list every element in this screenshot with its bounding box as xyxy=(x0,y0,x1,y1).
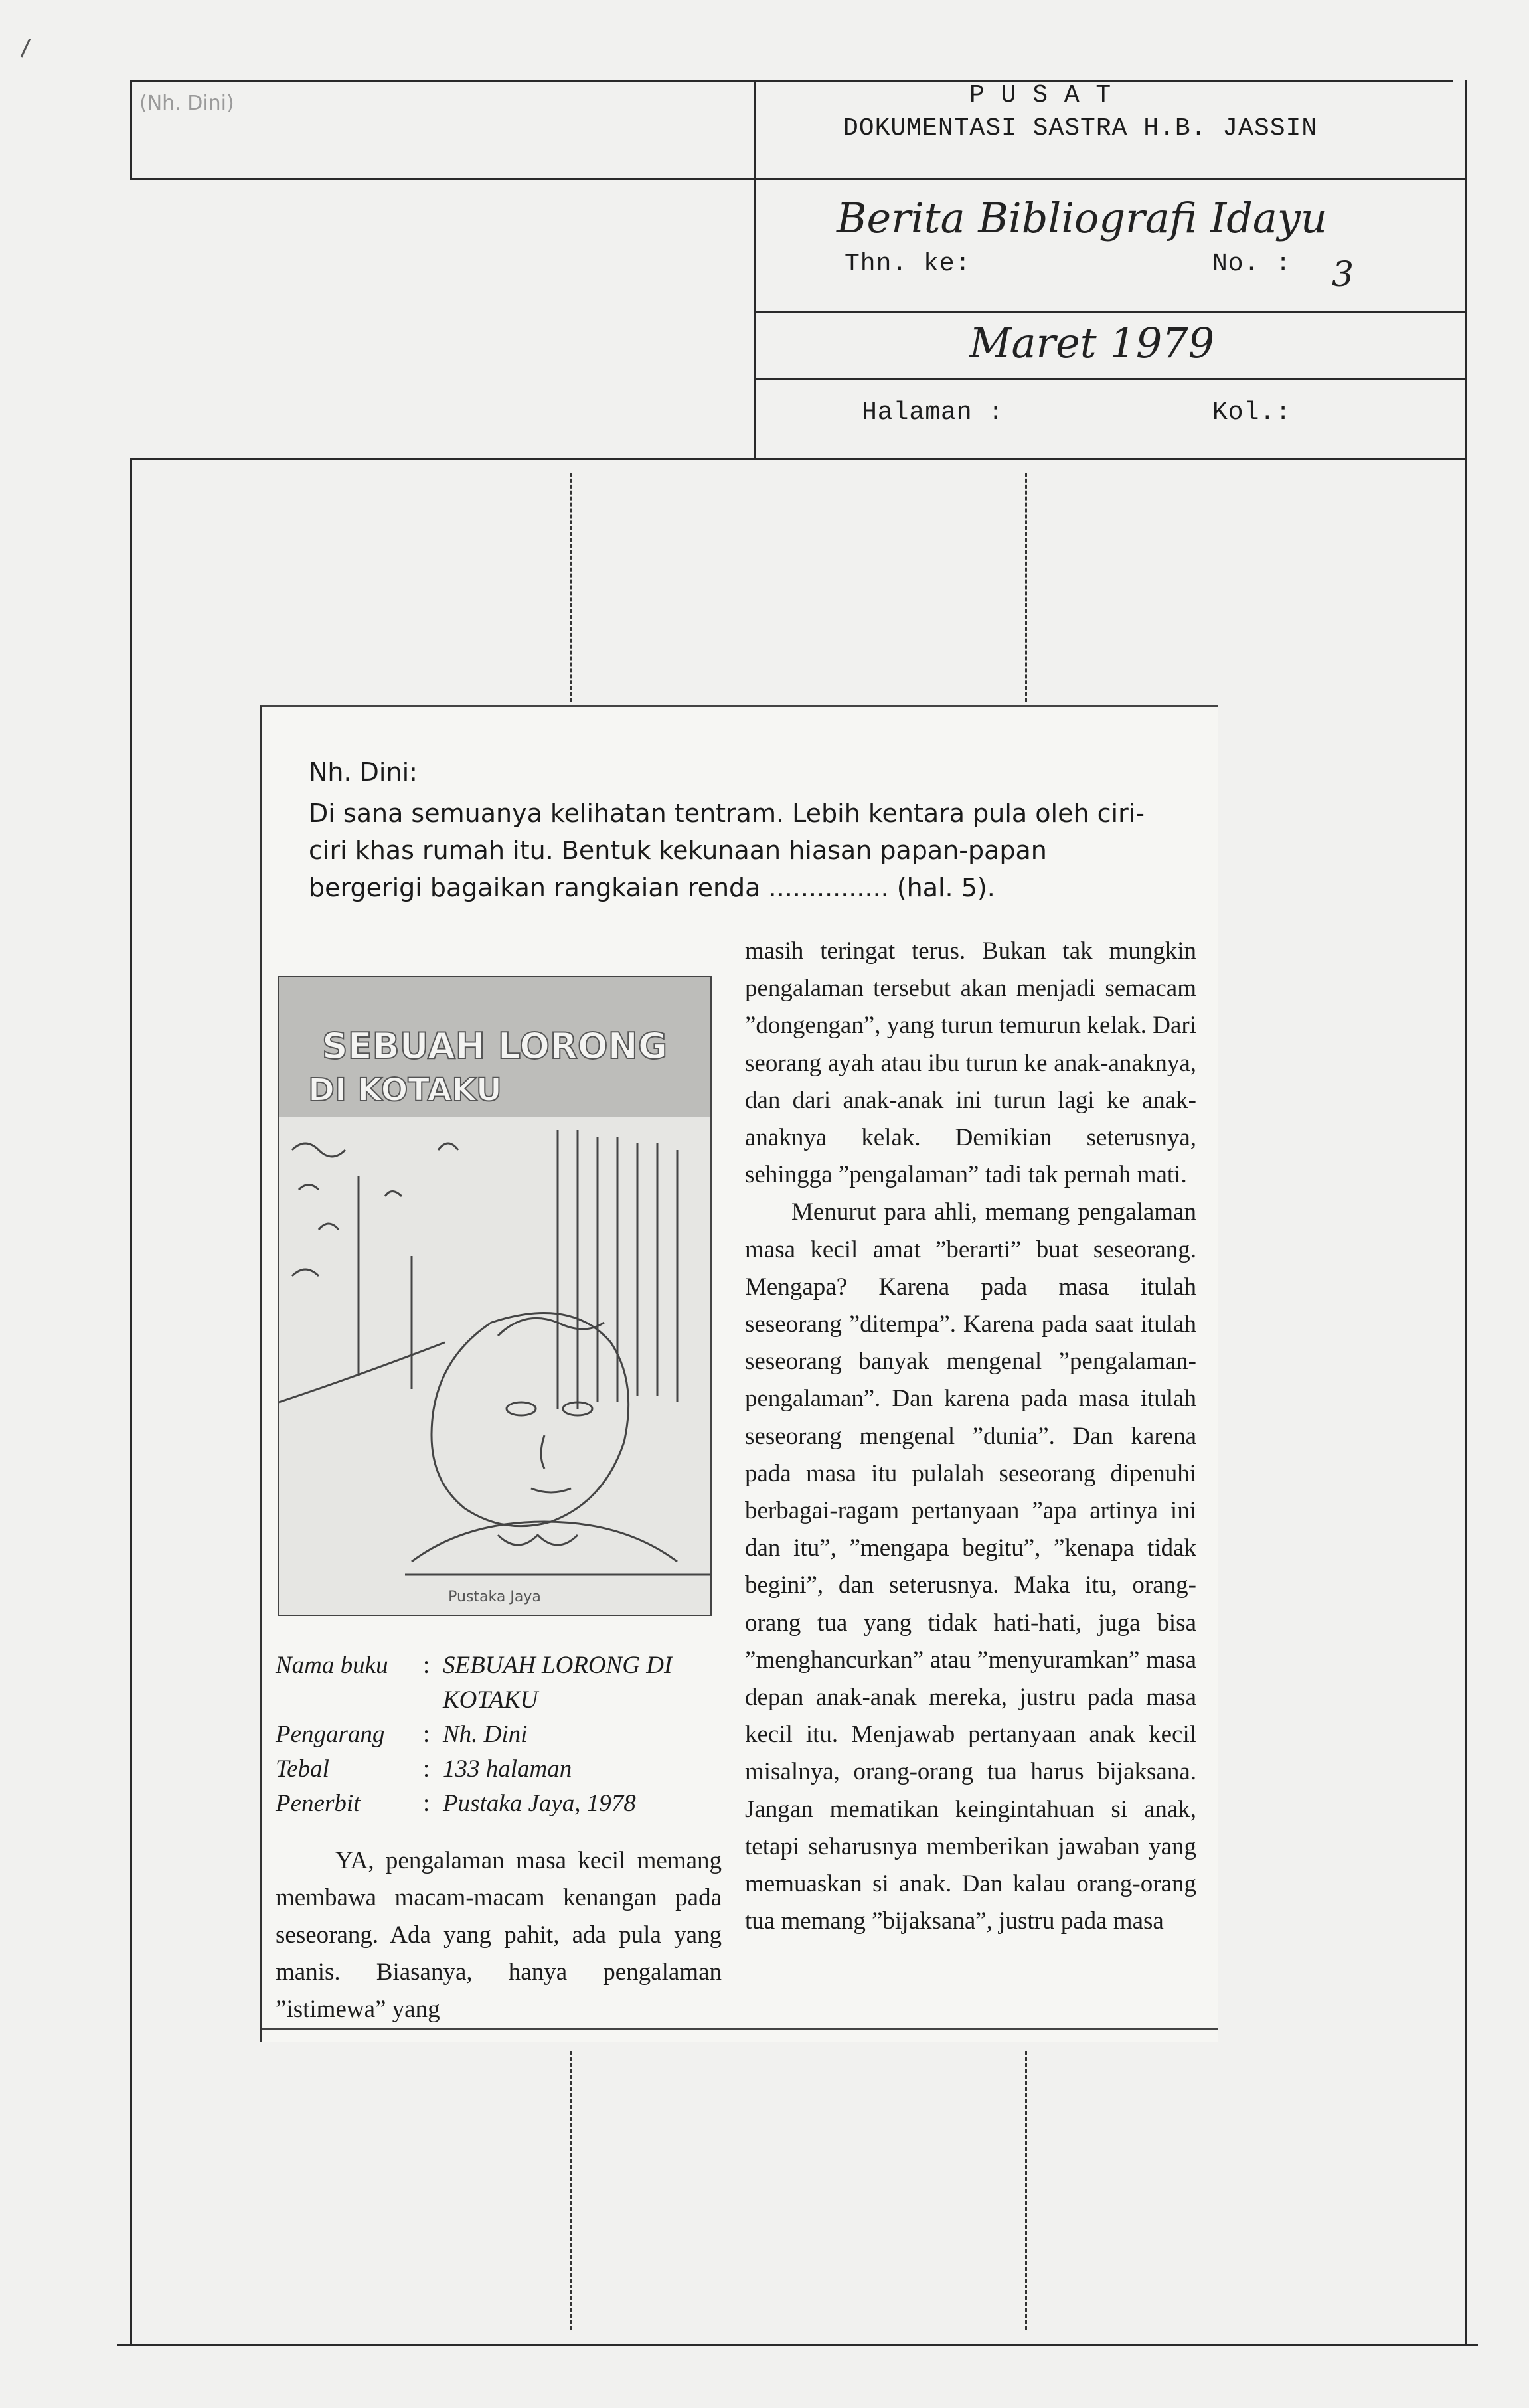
book-info-label: Penerbit xyxy=(276,1790,361,1817)
book-info-colon: : xyxy=(423,1790,430,1817)
column-guide-left-top xyxy=(570,473,572,702)
quote-text: Di sana semuanya kelihatan tentram. Lebih kentara pula oleh ciri-ciri khas rumah itu. Bentuk kekunaan hiasan papan-papan bergerigi bagaikan rangkaian renda ............... (hal. 5). xyxy=(309,799,1145,902)
corner-mark xyxy=(21,39,44,64)
column-guide-right-top xyxy=(1025,473,1027,702)
year-label: Thn. ke: xyxy=(845,250,971,278)
cover-publisher-caption: Pustaka Jaya xyxy=(448,1589,541,1605)
book-info-label: Nama buku xyxy=(276,1652,388,1679)
column-guide-right-bottom xyxy=(1025,2051,1027,2330)
book-cover-illustration xyxy=(279,977,710,1615)
clipping-bottom-rule xyxy=(262,2028,1218,2030)
article-paragraph-right-1: masih teringat terus. Bukan tak mungkin pengalaman tersebut akan menjadi semacam ”dongengan”, yang turun temurun kelak. Dari seorang ayah atau ibu turun ke anak-anaknya, dan dari anak-anak ini turun lagi ke anak-anaknya kelak. Demikian seterusnya, sehingga ”pengalaman” tadi tak pernah mati. xyxy=(745,937,1196,1189)
date-handwritten: Maret 1979 xyxy=(969,319,1215,367)
article-left-column xyxy=(276,1842,722,2028)
book-info-row xyxy=(276,1648,727,1718)
book-cover-image xyxy=(278,976,712,1616)
header-rule-2 xyxy=(754,311,1466,313)
number-value: 3 xyxy=(1332,255,1354,295)
book-info-value: 133 halaman xyxy=(443,1755,572,1783)
article-paragraph-left: YA, pengalaman masa kecil memang membawa macam-macam kenangan pada seseorang. Ada yang pahit, ada pula yang manis. Biasanya, hanya pengalaman ”istimewa” yang xyxy=(276,1847,722,2023)
quote-author: Nh. Dini: xyxy=(309,758,418,787)
book-info-colon: : xyxy=(423,1721,430,1748)
publication-name: Berita Bibliografi Idayu xyxy=(837,194,1327,242)
book-info-colon: : xyxy=(423,1652,430,1679)
book-info-row xyxy=(276,1718,727,1752)
header-rule-3 xyxy=(754,378,1466,380)
institution-name: DOKUMENTASI SASTRA H.B. JASSIN xyxy=(843,114,1318,143)
book-info-label: Tebal xyxy=(276,1755,329,1783)
body-left-rule xyxy=(130,458,132,2344)
header-rule-1 xyxy=(754,178,1466,180)
book-info-label: Pengarang xyxy=(276,1721,385,1748)
header-left-rule xyxy=(130,80,132,179)
cover-title-line2: DI KOTAKU xyxy=(308,1072,502,1109)
book-info-value: Pustaka Jaya, 1978 xyxy=(443,1790,636,1817)
book-info-value: SEBUAH LORONG DI KOTAKU xyxy=(443,1652,673,1714)
number-label: No. : xyxy=(1212,250,1292,278)
book-info-table xyxy=(276,1648,727,1821)
newspaper-clipping xyxy=(260,705,1218,2042)
header-bottom-rule xyxy=(130,458,1466,460)
article-paragraph-right-2: Menurut para ahli, memang pengalaman masa kecil amat ”berarti” buat seseorang. Mengapa? Karena pada masa itulah seseorang ”ditempa”. Karena pada saat itulah seseorang banyak mengenal ”pengalaman-pengalaman”. Dan karena pada masa itulah seseorang mengenal ”dunia”. Dan karena pada masa itu pulalah seseorang dipenuhi berbagai-ragam pertanyaan ”apa artinya ini dan itu”, ”mengapa begitu”, ”kenapa tidak begini”, dan seterusnya. Maka itu, orang-orang tua yang tidak hati-hati, juga bisa ”menghancurkan” atau ”menyuramkan” masa depan anak-anak mereka, justru pada masa kecil itu. Menjawab pertanyaan anak kecil misalnya, orang-orang tua harus bijaksana. Jangan mematikan keingintahuan si anak, tetapi seharusnya memberikan jawaban yang memuaskan si anak. Dan kalau orang-orang tua memang ”bijaksana”, justru pada masa xyxy=(745,1198,1196,1935)
cover-title-line1: SEBUAH LORONG xyxy=(321,1025,668,1067)
body-right-rule xyxy=(1465,458,1467,2344)
header-right-rule xyxy=(1465,80,1467,458)
column-guide-left-bottom xyxy=(570,2051,572,2330)
pusat-label: P U S A T xyxy=(969,81,1112,110)
quote-block xyxy=(309,754,1165,906)
header-top-rule xyxy=(130,80,1453,82)
top-left-note: (Nh. Dini) xyxy=(139,92,234,115)
body-bottom-rule xyxy=(117,2344,1478,2346)
book-info-colon: : xyxy=(423,1755,430,1783)
book-info-value: Nh. Dini xyxy=(443,1721,528,1748)
article-right-column xyxy=(745,933,1196,1940)
header-divider-rule xyxy=(754,80,756,458)
book-info-row xyxy=(276,1752,727,1787)
column-label: Kol.: xyxy=(1212,398,1292,427)
header-left-bottom-rule xyxy=(130,178,756,180)
book-info-row xyxy=(276,1787,727,1821)
page-label: Halaman : xyxy=(862,398,1005,427)
